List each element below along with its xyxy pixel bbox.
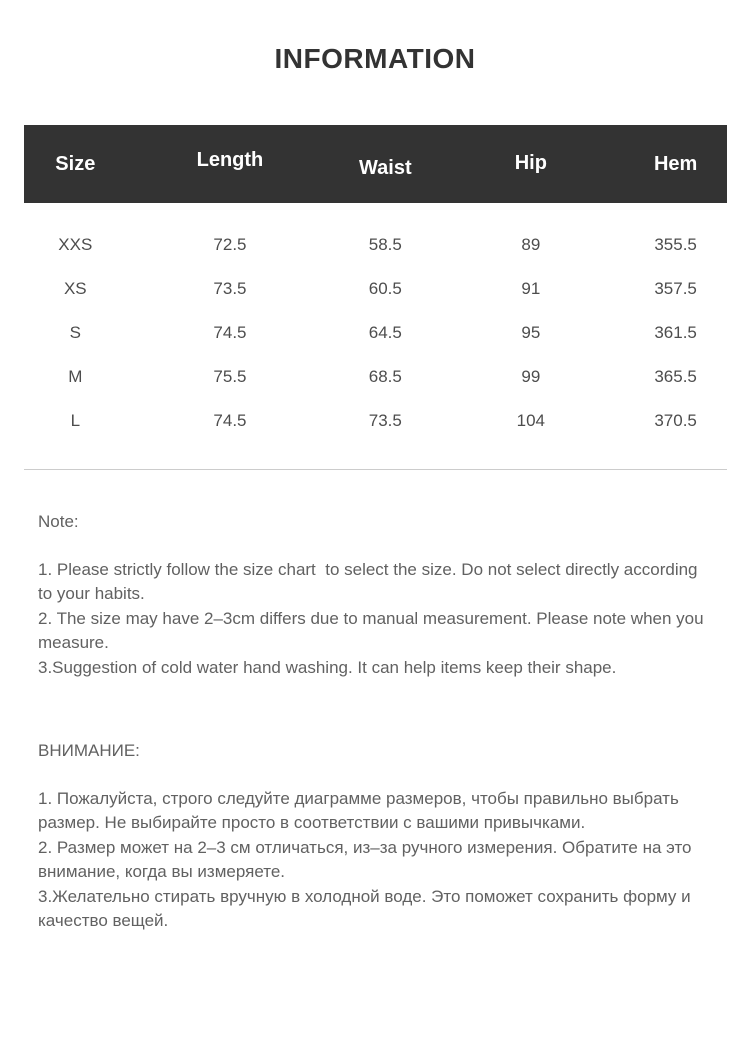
section-divider (24, 469, 727, 470)
cell-size: M (68, 367, 83, 386)
cell-waist: 68.5 (368, 367, 402, 386)
cell-hem: 370.5 (654, 411, 697, 430)
cell-size: XS (63, 279, 87, 298)
cell-hip: 104 (516, 411, 545, 430)
column-header-hem: Hem (653, 152, 698, 175)
note-item-3: 3.Suggestion of cold water hand washing. It can help items keep their shape. (38, 657, 617, 677)
cell-waist: 60.5 (368, 279, 402, 298)
cell-hem: 361.5 (654, 323, 697, 342)
size-chart-body (24, 203, 727, 443)
table-row-xxs (24, 223, 727, 267)
column-header-waist: Waist (359, 156, 412, 179)
attention-item-3: 3.Желательно стирать вручную в холодной воде. Это поможет сохранить форму и качество вещей. (38, 886, 696, 930)
table-row-l (24, 399, 727, 443)
size-chart-table (24, 125, 727, 443)
table-row-m (24, 355, 727, 399)
table-row-xs (24, 267, 727, 311)
cell-waist: 64.5 (368, 323, 402, 342)
cell-size: L (70, 411, 81, 430)
cell-length: 74.5 (213, 323, 247, 342)
cell-size: XXS (58, 235, 93, 254)
cell-size: S (69, 323, 81, 342)
cell-length: 74.5 (213, 411, 247, 430)
cell-waist: 58.5 (368, 235, 402, 254)
cell-hem: 355.5 (654, 235, 697, 254)
note-item-2: 2. The size may have 2–3cm differs due to manual measurement. Please note when you measure. (38, 608, 709, 652)
column-header-size: Size (55, 152, 96, 175)
cell-hip: 89 (521, 235, 541, 254)
cell-length: 73.5 (213, 279, 247, 298)
cell-hip: 95 (521, 323, 541, 342)
note-heading: Note: (38, 512, 79, 531)
cell-hem: 365.5 (654, 367, 697, 386)
cell-hip: 99 (521, 367, 541, 386)
cell-length: 75.5 (213, 367, 247, 386)
attention-heading: ВНИМАНИЕ: (38, 741, 140, 760)
cell-waist: 73.5 (368, 411, 402, 430)
table-row-s (24, 311, 727, 355)
cell-hem: 357.5 (654, 279, 697, 298)
size-chart-header-row (24, 125, 727, 203)
attention-item-1: 1. Пожалуйста, строго следуйте диаграмме размеров, чтобы правильно выбрать размер. Не выбирайте просто в соответствии с вашими привычками. (38, 788, 684, 832)
page-title: INFORMATION (274, 43, 476, 74)
column-header-hip: Hip (514, 151, 547, 174)
attention-item-2: 2. Размер может на 2–3 см отличаться, из–за ручного измерения. Обратите на это внимание, когда вы измеряете. (38, 837, 697, 881)
note-section-english (0, 510, 750, 680)
column-header-length: Length (196, 148, 264, 171)
cell-length: 72.5 (213, 235, 247, 254)
note-item-1: 1. Please strictly follow the size chart to select the size. Do not select directly according to your habits. (38, 559, 703, 603)
cell-hip: 91 (521, 279, 541, 298)
note-section-russian (0, 739, 750, 934)
